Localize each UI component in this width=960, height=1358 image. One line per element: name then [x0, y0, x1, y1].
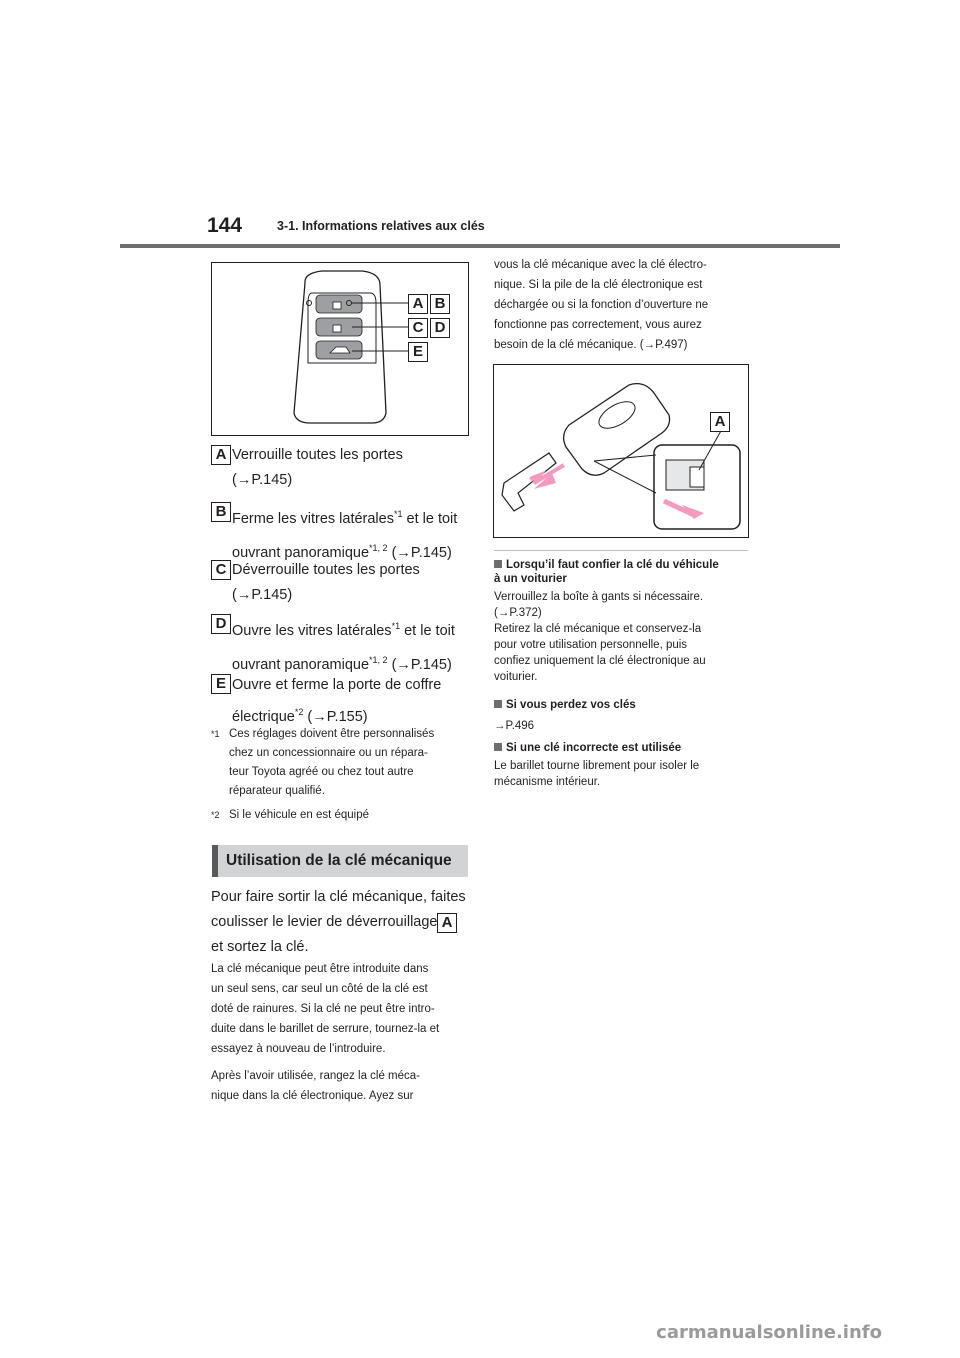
note-line: mécanisme intérieur. [494, 776, 601, 788]
callout-d: D [430, 318, 450, 338]
note-wrong-key [494, 741, 752, 790]
item-line: ouvrant panoramique$^{*1, 2}$ (→P.145) [232, 542, 452, 561]
item-d [211, 612, 481, 680]
body-line: Pour faire sortir la clé mécanique, faites [211, 889, 466, 905]
mechanical-key-illustration [494, 365, 748, 537]
note-heading: Si une clé incorrecte est utilisée [494, 741, 752, 755]
note-heading: Si vous perdez vos clés [494, 698, 752, 712]
header-rule [120, 244, 840, 248]
square-bullet-icon [494, 743, 502, 751]
inline-callout-a: A [437, 913, 457, 933]
callout-b: B [430, 294, 450, 314]
footnote-line: réparateur qualifié. [229, 785, 325, 797]
item-line: ouvrant panoramique$^{*1, 2}$ (→P.145) [232, 654, 452, 673]
paragraph-2 [211, 1066, 481, 1106]
item-line: Verrouille toutes les portes [232, 447, 403, 463]
square-bullet-icon [494, 560, 502, 568]
body-line: et sortez la clé. [211, 939, 309, 955]
note-line: pour votre utilisation personnelle, puis [494, 639, 688, 651]
item-label: C [211, 560, 231, 580]
item-line: (→P.145) [232, 472, 293, 488]
body-line: La clé mécanique peut être introduite dans [211, 963, 429, 975]
callout-e: E [408, 342, 428, 362]
note-line: confiez uniquement la clé électronique au [494, 655, 706, 667]
watermark: carmanualsonline.info [656, 1322, 882, 1343]
item-label: E [211, 674, 231, 694]
item-e [211, 672, 481, 731]
body-line: essayez à nouveau de l’introduire. [211, 1043, 386, 1055]
footnote-line: teur Toyota agréé ou chez tout autre [229, 766, 414, 778]
mechanical-key-figure [493, 364, 749, 538]
footnote-mark: *2 [211, 810, 220, 820]
footnote-1 [211, 725, 471, 801]
body-line: besoin de la clé mécanique. (→P.497) [494, 339, 688, 351]
footnote-2 [211, 806, 471, 825]
item-c [211, 558, 481, 608]
body-line: un seul sens, car seul un côté de la clé est [211, 983, 428, 995]
callout-c: C [408, 318, 428, 338]
page-number: 144 [207, 214, 243, 237]
item-line: électrique$^{*2}$ (→P.155) [232, 707, 368, 725]
note-voiturier [494, 558, 752, 685]
note-line: Verrouillez la boîte à gants si nécessaire. [494, 591, 704, 603]
divider [494, 550, 748, 551]
body-line: fonctionne pas correctement, vous aurez [494, 319, 702, 331]
note-line: Le barillet tourne librement pour isoler le [494, 760, 700, 772]
footnote-line: chez un concessionnaire ou un répara- [229, 747, 428, 759]
note-line: voiturier. [494, 671, 538, 683]
item-label: D [211, 614, 231, 634]
body-line: Après l’avoir utilisée, rangez la clé méca- [211, 1070, 421, 1082]
body-line: doté de rainures. Si la clé ne peut être intro- [211, 1003, 435, 1015]
item-label: A [211, 445, 231, 465]
item-line: (→P.145) [232, 587, 293, 603]
paragraph-1 [211, 959, 481, 1059]
body-line: duite dans le barillet de serrure, tournez-la et [211, 1023, 440, 1035]
right-continuation [494, 255, 754, 355]
note-heading: à un voiturier [494, 573, 567, 585]
item-line: Ferme les vitres latérales$^{*1}$ et le toit [232, 509, 458, 527]
body-line: nique. Si la pile de la clé électronique est [494, 279, 703, 291]
section-title: 3-1. Informations relatives aux clés [277, 219, 485, 233]
callout-a: A [408, 294, 428, 314]
smart-key-figure [211, 262, 469, 436]
footnote-line: Si le véhicule en est équipé [229, 809, 370, 821]
note-line: (→P.372) [494, 607, 542, 619]
body-line: nique dans la clé électronique. Ayez sur [211, 1090, 414, 1102]
body-line: vous la clé mécanique avec la clé électro- [494, 259, 707, 271]
body-line: coulisser le levier de déverrouillage A [211, 910, 481, 935]
footnote-line: Ces réglages doivent être personnalisés [229, 728, 435, 740]
body-line: déchargée ou si la fonction d’ouverture ne [494, 299, 709, 311]
square-bullet-icon [494, 700, 502, 708]
item-line: Déverrouille toutes les portes [232, 562, 420, 578]
note-lost-keys [494, 698, 752, 734]
note-line: →P.496 [494, 720, 535, 732]
note-heading: Lorsqu’il faut confier la clé du véhicule [494, 558, 752, 572]
intro-paragraph [211, 885, 481, 960]
section-heading [212, 845, 468, 877]
item-line: Ouvre et ferme la porte de coffre [232, 677, 442, 693]
smart-key-illustration [212, 263, 468, 435]
item-label: B [211, 502, 231, 522]
footnote-mark: *1 [211, 729, 220, 739]
note-line: Retirez la clé mécanique et conservez-la [494, 623, 702, 635]
item-line: Ouvre les vitres latérales$^{*1}$ et le toit [232, 621, 455, 639]
section-heading-text: Utilisation de la clé mécanique [226, 852, 452, 869]
item-a [211, 443, 481, 493]
callout-a: A [710, 412, 730, 432]
